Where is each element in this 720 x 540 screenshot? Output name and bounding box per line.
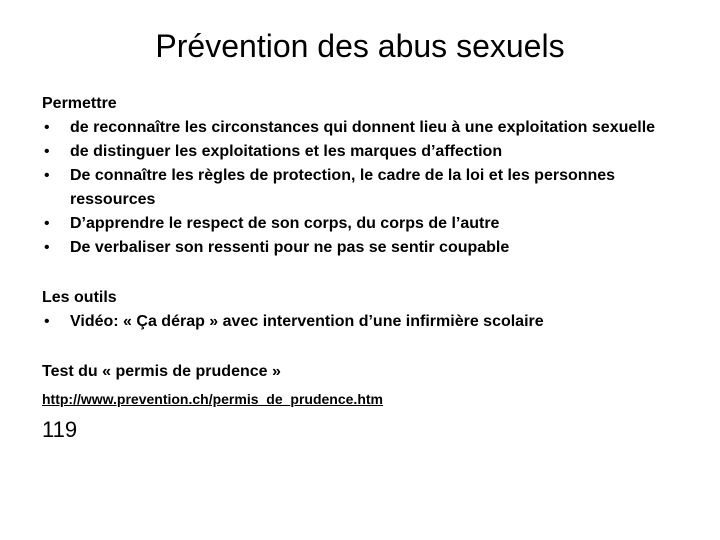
bullet-icon: • xyxy=(44,119,50,136)
list-item xyxy=(42,116,692,140)
bullet-icon: • xyxy=(44,167,50,184)
list-item xyxy=(42,164,692,212)
bullet-icon: • xyxy=(44,313,50,330)
section-heading-outils: Les outils xyxy=(42,289,117,306)
list-item xyxy=(42,140,692,164)
bullet-icon: • xyxy=(44,143,50,160)
section-heading-test: Test du « permis de prudence » xyxy=(42,363,281,380)
list-item-text: de reconnaître les circonstances qui donnent lieu à une exploitation sexuelle xyxy=(70,119,656,136)
bullet-icon: • xyxy=(44,239,50,256)
list-item xyxy=(42,212,692,236)
bullet-icon: • xyxy=(44,215,50,232)
list-item-text: De verbaliser son ressenti pour ne pas se sentir coupable xyxy=(70,239,510,256)
list-item-text: De connaître les règles de protection, le cadre de la loi et les personnes ressources xyxy=(70,167,616,208)
list-item-text: de distinguer les exploitations et les marques d’affection xyxy=(70,143,503,160)
tools-list xyxy=(42,310,692,334)
slide-body xyxy=(42,92,692,446)
spacer xyxy=(42,334,692,360)
list-item xyxy=(42,310,692,334)
objectives-list xyxy=(42,116,692,260)
list-item-text: D’apprendre le respect de son corps, du corps de l’autre xyxy=(70,215,500,232)
permis-prudence-link[interactable]: http://www.prevention.ch/permis_de_prudence.htm xyxy=(42,391,383,407)
list-item xyxy=(42,236,692,260)
page-number: 119 xyxy=(42,417,78,442)
list-item-text: Vidéo: « Ça dérap » avec intervention d’une infirmière scolaire xyxy=(70,313,544,330)
slide-title: Prévention des abus sexuels xyxy=(155,28,565,64)
section-heading-permettre: Permettre xyxy=(42,95,117,112)
spacer xyxy=(42,260,692,286)
